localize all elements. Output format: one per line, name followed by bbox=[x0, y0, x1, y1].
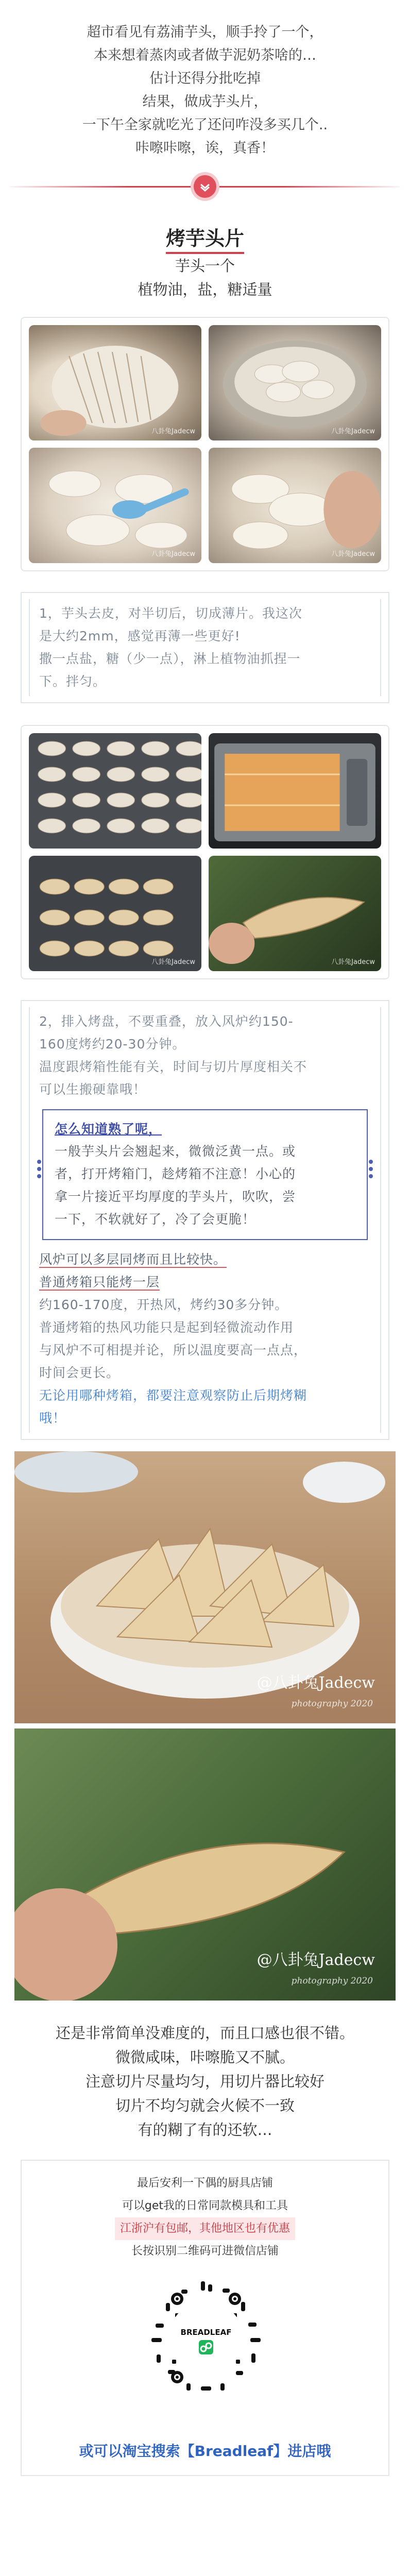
photo-watermark: 八卦兔Jadecw bbox=[331, 550, 375, 558]
photo-watermark: 八卦兔Jadecw bbox=[331, 428, 375, 435]
intro-line: 本来想着蒸肉或者做芋泥奶茶啥的… bbox=[94, 47, 316, 63]
photo-sliced-taro bbox=[29, 325, 201, 440]
note-line: 约160-170度，开热风，烤约30多分钟。 bbox=[39, 1297, 288, 1312]
miniprogram-qr-code[interactable] bbox=[145, 2277, 267, 2399]
normal-oven-note: 普通烤箱只能烤一层 bbox=[39, 1275, 160, 1290]
prep-photo-grid bbox=[21, 317, 389, 571]
intro-line: 估计还得分批吃掉 bbox=[149, 71, 261, 87]
intro-line: 超市看见有荔浦芋头，顺手拎了一个， bbox=[87, 24, 323, 40]
step-line: 温度跟烤箱性能有关，时间与切片厚度相关不 bbox=[39, 1059, 308, 1074]
photo-tray-arranged bbox=[29, 733, 201, 849]
photo-watermark-sub: photography 2020 bbox=[291, 1699, 373, 1709]
tip-line: 哦！ bbox=[39, 1411, 66, 1426]
outro-line: 还是非常简单没难度的，而且口感也很不错。 bbox=[55, 2024, 354, 2042]
photo-chip-closeup bbox=[209, 856, 381, 971]
photo-baked-tray bbox=[29, 856, 201, 971]
photo-watermark: 八卦兔Jadecw bbox=[331, 958, 375, 966]
intro-line: 结果，做成芋头片， bbox=[142, 94, 268, 110]
recipe-title: 烤芋头片 bbox=[166, 223, 244, 254]
photo-oven bbox=[209, 733, 381, 849]
photo-watermark: 八卦兔Jadecw bbox=[151, 958, 195, 966]
photo-mixing-slices bbox=[209, 448, 381, 563]
chevron-down-icon bbox=[194, 175, 216, 198]
outro-line: 切片不均匀就会火候不一致 bbox=[115, 2097, 295, 2114]
intro-text bbox=[0, 0, 410, 160]
step-1-box bbox=[21, 592, 389, 703]
photo-taro-in-bowl bbox=[209, 325, 381, 440]
photo-watermark-sub: photography 2020 bbox=[291, 1976, 373, 1986]
note-line: 与风炉不可相提并论，所以温度要高一点点， bbox=[39, 1343, 308, 1358]
photo-seasoning bbox=[29, 448, 201, 563]
note-line: 普通烤箱的热风功能只是起到轻微流动作用 bbox=[39, 1320, 294, 1335]
dots-decoration bbox=[36, 1157, 42, 1193]
photo-chip-in-hand bbox=[14, 1728, 396, 2001]
baking-photo-grid bbox=[21, 725, 389, 979]
step-line: 1，芋头去皮，对半切后，切成薄片。我这次 bbox=[39, 606, 302, 621]
section-divider bbox=[0, 171, 410, 202]
store-promo-box bbox=[21, 2160, 389, 2476]
question-title: 怎么知道熟了呢， bbox=[55, 1122, 162, 1137]
question-line: 者，打开烤箱门，趁烤箱不注意！小心的 bbox=[55, 1166, 296, 1181]
outro-line: 有的糊了有的还软… bbox=[138, 2121, 272, 2139]
step-line: 2，排入烤盘，不要重叠，放入风炉约150- bbox=[39, 1014, 294, 1029]
photo-watermark: 八卦兔Jadecw bbox=[151, 550, 195, 558]
outro-line: 注意切片尽量均匀，用切片器比较好 bbox=[85, 2073, 324, 2090]
step-line: 下。拌匀。 bbox=[39, 674, 107, 689]
question-line: 一下，不软就好了，冷了会更脆！ bbox=[55, 1212, 256, 1227]
step-line: 是大约2mm，感觉再薄一些更好! bbox=[39, 629, 241, 643]
step-line: 160度烤约20-30分钟。 bbox=[39, 1037, 186, 1052]
intro-line: 一下午全家就吃光了还问咋没多买几个.. bbox=[82, 117, 328, 133]
photo-watermark: @八卦兔Jadecw bbox=[257, 1674, 375, 1692]
outro-text bbox=[0, 2021, 410, 2142]
note-line: 时间会更长。 bbox=[39, 1365, 120, 1380]
intro-line: 咔嚓咔嚓，诶，真香！ bbox=[135, 140, 275, 156]
photo-chips-in-bowl bbox=[14, 1451, 396, 1723]
step-line: 可以生搬硬靠哦！ bbox=[39, 1082, 147, 1097]
question-line: 拿一片接近平均厚度的芋头片，吹吹，尝 bbox=[55, 1189, 296, 1204]
ingredient-line: 植物油，盐，糖适量 bbox=[138, 281, 272, 298]
store-line: 可以get我的日常同款模具和工具 bbox=[122, 2199, 288, 2212]
photo-watermark: @八卦兔Jadecw bbox=[257, 1951, 375, 1969]
doneness-question-box bbox=[42, 1109, 368, 1240]
question-line: 一般芋头片会翘起来，微微泛黄一点。或 bbox=[55, 1144, 296, 1159]
store-line: 最后安利一下偶的厨具店铺 bbox=[136, 2177, 273, 2190]
tip-line: 无论用哪种烤箱，都要注意观察防止后期烤糊 bbox=[39, 1388, 308, 1403]
outro-line: 微微咸味，咔嚓脆又不腻。 bbox=[115, 2048, 295, 2066]
dots-decoration bbox=[368, 1157, 374, 1193]
taobao-search-note: 或可以淘宝搜索【Breadleaf】进店哦 bbox=[79, 2443, 331, 2460]
step-2-box bbox=[21, 1000, 389, 1440]
step-line: 撒一点盐，糖（少一点），淋上植物油抓捏一 bbox=[39, 651, 301, 666]
photo-watermark: 八卦兔Jadecw bbox=[151, 428, 195, 435]
qr-center-label: BREADLEAF bbox=[180, 2328, 232, 2337]
fan-oven-note: 风炉可以多层同烤而且比较快。 bbox=[39, 1252, 227, 1267]
recipe-header bbox=[0, 223, 410, 301]
ingredient-line: 芋头一个 bbox=[175, 257, 235, 275]
shipping-highlight: 江浙沪有包邮，其他地区也有优惠 bbox=[115, 2217, 295, 2240]
scan-instruction: 长按识别二维码可进微信店铺 bbox=[131, 2245, 279, 2258]
